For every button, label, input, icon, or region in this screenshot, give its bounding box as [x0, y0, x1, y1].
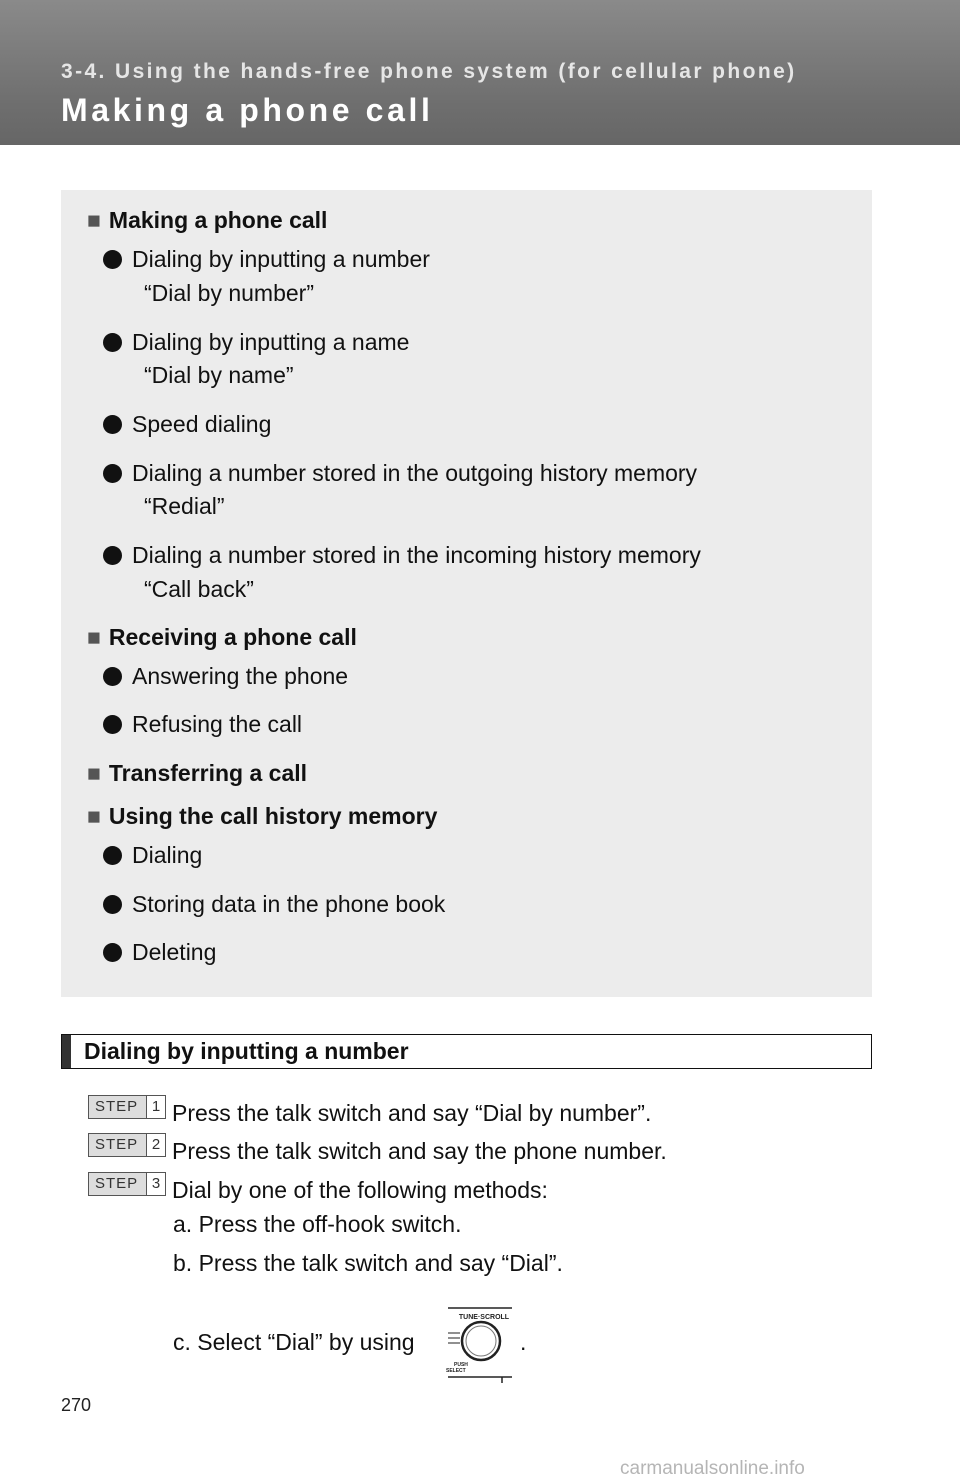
page-number: 270: [61, 1395, 92, 1415]
summary-item: Dialing by inputting a name: [103, 329, 409, 355]
summary-item: Answering the phone: [103, 663, 348, 689]
summary-heading: ■ Transferring a call: [87, 760, 308, 786]
step-badge: STEP 2: [88, 1133, 166, 1157]
page-title: Making a phone call: [61, 92, 434, 128]
voice-command: “Dial by name”: [144, 362, 294, 388]
voice-command: “Dial by number”: [144, 280, 314, 306]
summary-item: Dialing by inputting a number: [103, 246, 430, 272]
knob-select-label: SELECT: [446, 1368, 466, 1374]
bullet-icon: [103, 895, 122, 914]
summary-heading: ■ Receiving a phone call: [87, 624, 357, 650]
step-badge: STEP 1: [88, 1095, 166, 1119]
watermark: carmanualsonline.info: [620, 1458, 805, 1479]
bullet-icon: [103, 667, 122, 686]
method-c-suffix: .: [520, 1329, 527, 1355]
summary-heading: ■ Using the call history memory: [87, 803, 438, 829]
summary-item: Dialing a number stored in the outgoing history memory: [103, 460, 697, 486]
knob-top-label: TUNE·SCROLL: [458, 1314, 510, 1321]
method-c: c. Select “Dial” by using: [173, 1329, 415, 1355]
step-3: [88, 1172, 548, 1204]
method-a: a. Press the off-hook switch.: [173, 1211, 462, 1237]
bullet-icon: [103, 943, 122, 962]
bullet-icon: [103, 415, 122, 434]
tune-scroll-knob-icon: [444, 1305, 516, 1383]
bullet-icon: [103, 546, 122, 565]
summary-item: Refusing the call: [103, 711, 302, 737]
bullet-icon: [103, 333, 122, 352]
section-label: 3-4. Using the hands-free phone system (for cellular phone): [61, 60, 797, 83]
summary-heading: ■ Making a phone call: [87, 207, 328, 233]
page-header: [0, 0, 960, 145]
heading-accent-bar: [62, 1035, 71, 1068]
summary-item: Storing data in the phone book: [103, 891, 445, 917]
step-text: Press the talk switch and say “Dial by number”.: [172, 1100, 652, 1126]
summary-box: [61, 190, 872, 997]
method-b: b. Press the talk switch and say “Dial”.: [173, 1250, 563, 1276]
summary-item: Speed dialing: [103, 411, 271, 437]
summary-item: Deleting: [103, 939, 216, 965]
summary-item: Dialing: [103, 842, 202, 868]
procedure-heading: Dialing by inputting a number: [84, 1038, 409, 1064]
voice-command: “Call back”: [144, 576, 254, 602]
procedure-heading-bar: [61, 1034, 872, 1069]
voice-command: “Redial”: [144, 493, 225, 519]
bullet-icon: [103, 846, 122, 865]
step-text: Press the talk switch and say the phone number.: [172, 1138, 667, 1164]
step-1: [88, 1095, 651, 1127]
step-badge: STEP 3: [88, 1172, 166, 1196]
bullet-icon: [103, 464, 122, 483]
bullet-icon: [103, 715, 122, 734]
bullet-icon: [103, 250, 122, 269]
step-text: Dial by one of the following methods:: [172, 1177, 548, 1203]
step-2: [88, 1133, 667, 1165]
knob-push-label: PUSH: [454, 1362, 468, 1368]
summary-item: Dialing a number stored in the incoming history memory: [103, 542, 701, 568]
